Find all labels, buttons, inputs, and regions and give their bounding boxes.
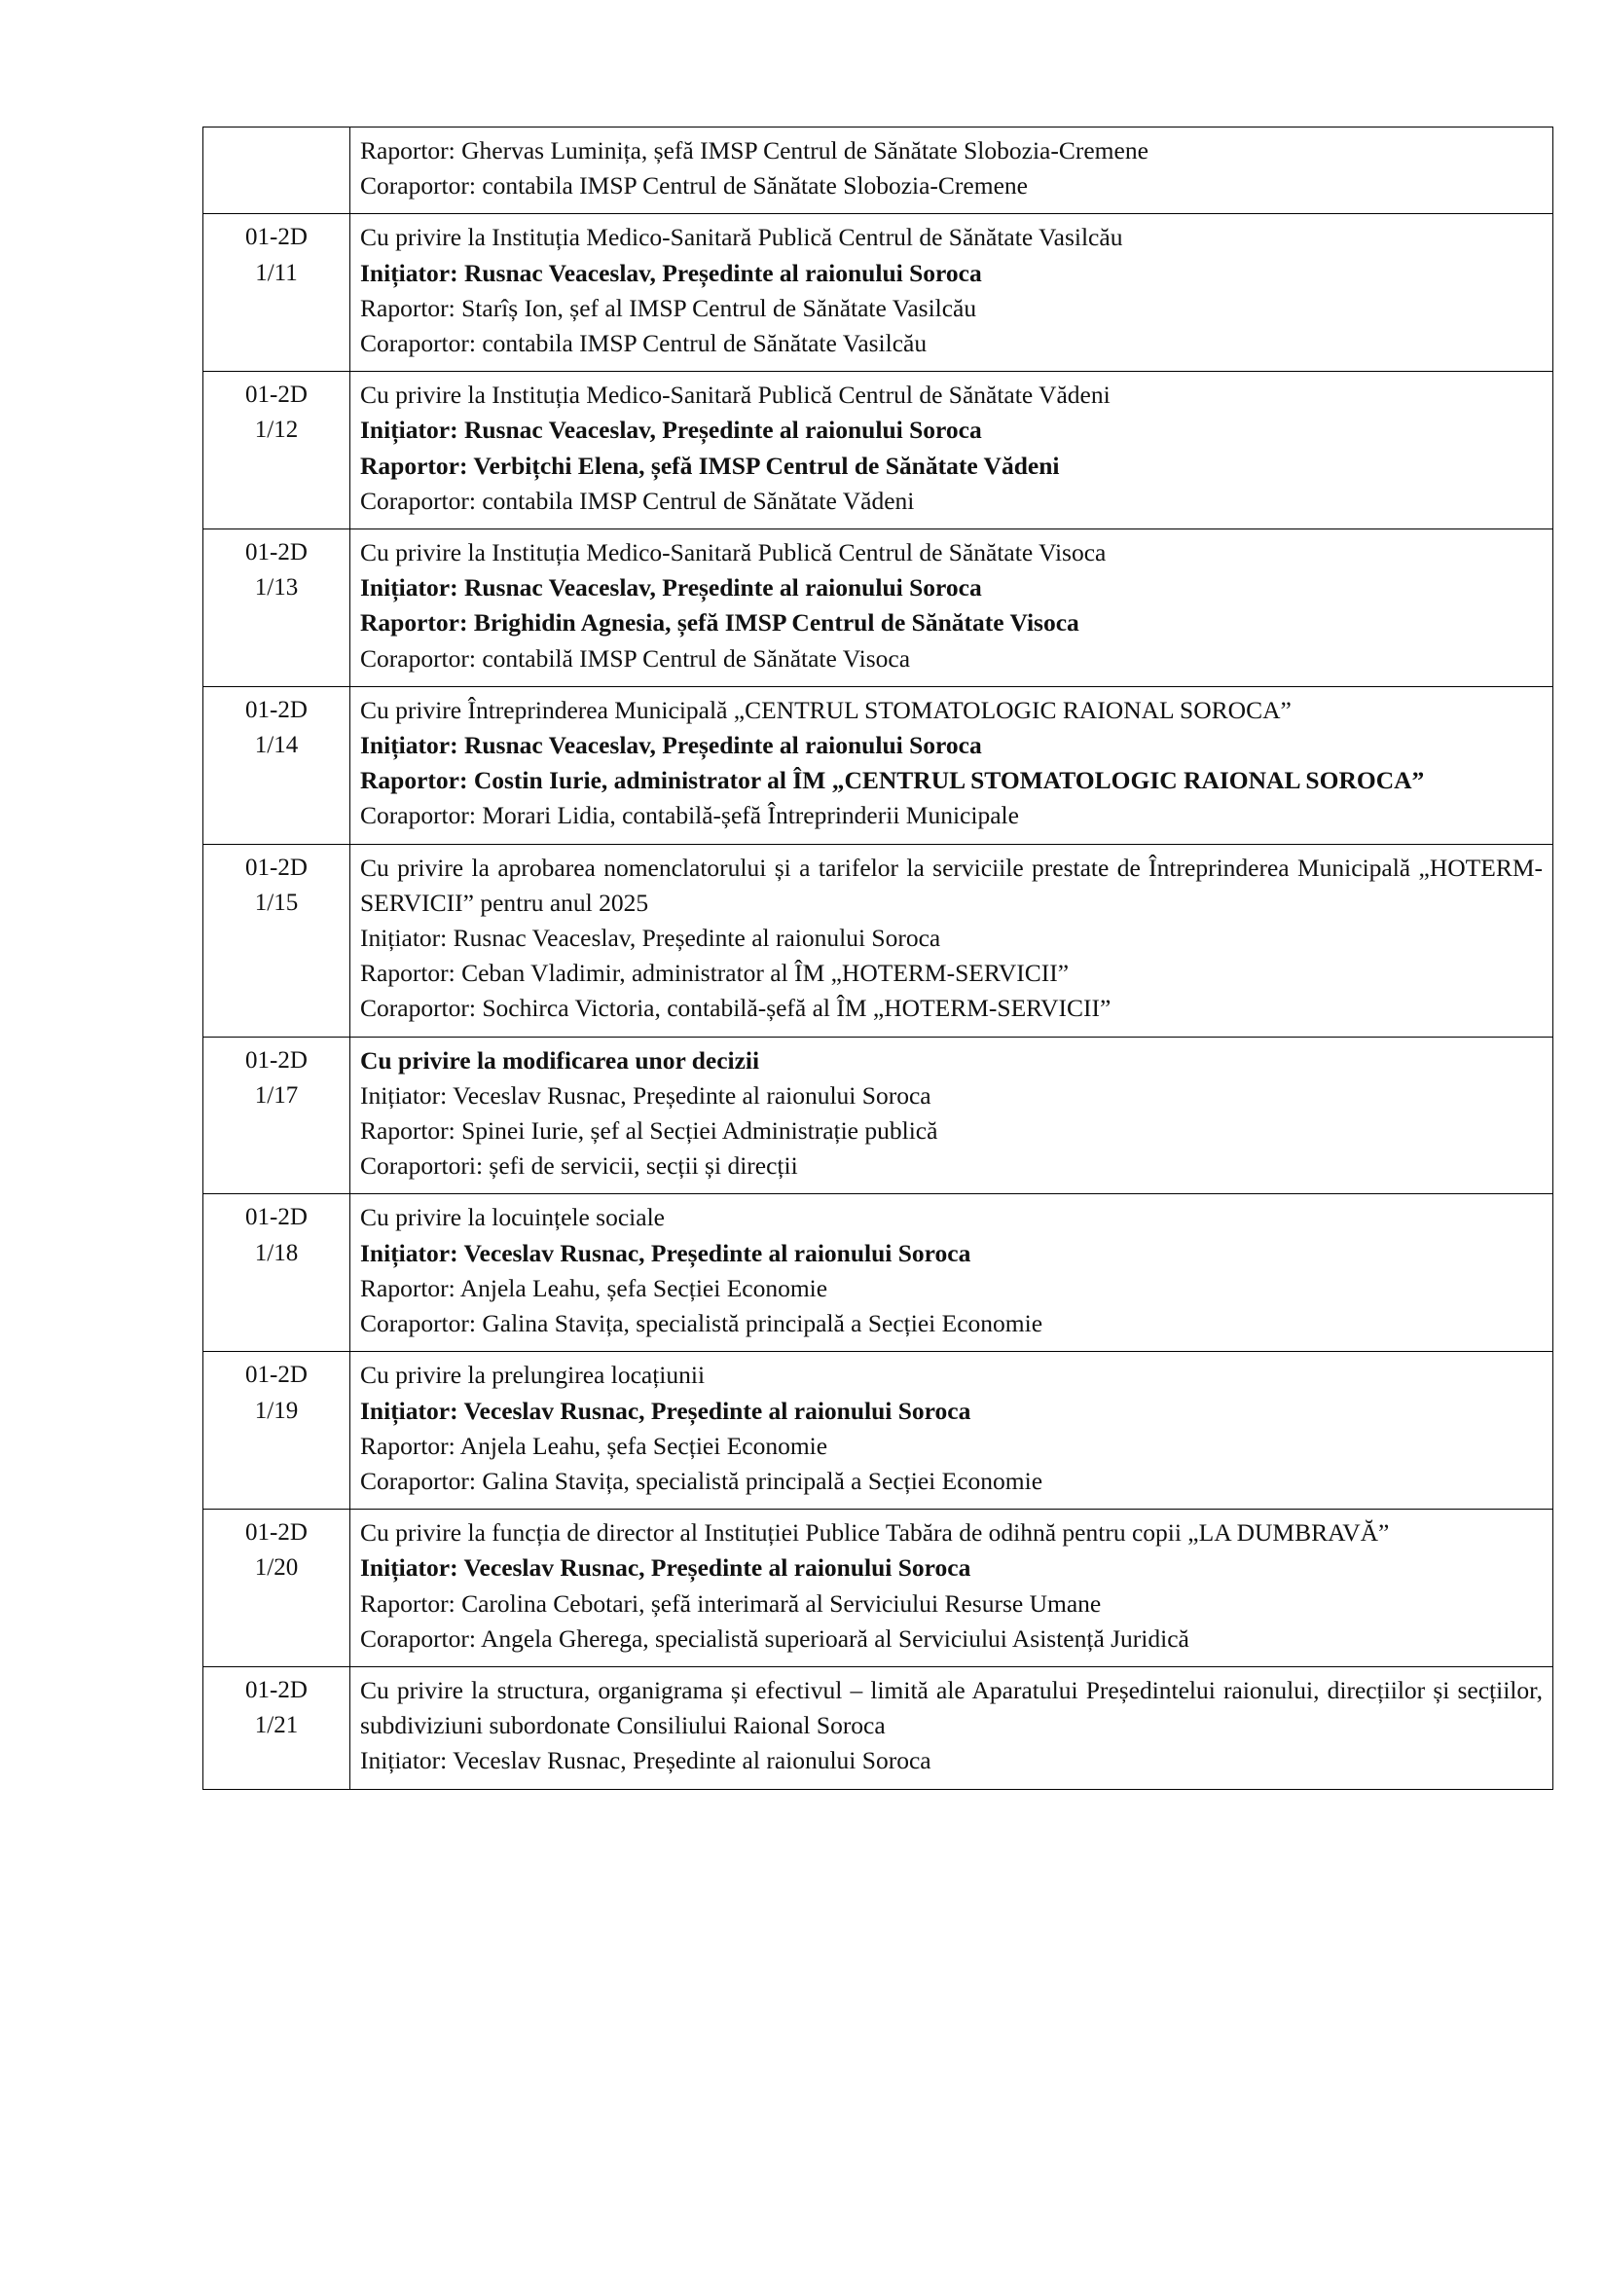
agenda-table-body xyxy=(203,128,1553,1790)
decision-code-cell xyxy=(203,1352,350,1510)
table-row xyxy=(203,214,1553,372)
agenda-item-line: Coraportor: contabila IMSP Centrul de Sănătate Vasilcău xyxy=(360,329,928,358)
agenda-item-line: Coraportor: contabilă IMSP Centrul de Sănătate Visoca xyxy=(360,643,911,673)
agenda-item-line: Inițiator: Rusnac Veaceslav, Președinte al raionului Soroca xyxy=(360,258,982,287)
agenda-item-line: Inițiator: Rusnac Veaceslav, Președinte al raionului Soroca xyxy=(360,416,982,445)
agenda-item-line: Raportor: Brighidin Agnesia, șefă IMSP Centrul de Sănătate Visoca xyxy=(360,608,1079,638)
decision-code-line: 1/21 xyxy=(254,1712,299,1739)
decision-code-cell xyxy=(203,1666,350,1789)
agenda-item-line: Raportor: Ghervas Luminița, șefă IMSP Centrul de Sănătate Slobozia-Cremene xyxy=(360,136,1148,164)
agenda-item-cell xyxy=(350,529,1553,687)
decision-code-cell xyxy=(203,1194,350,1352)
agenda-item-cell xyxy=(350,686,1553,844)
agenda-item-line: Cu privire la Instituția Medico-Sanitară Publică Centrul de Sănătate Vădeni xyxy=(360,381,1111,410)
table-row xyxy=(203,529,1553,687)
decision-code-cell xyxy=(203,214,350,372)
agenda-item-line: Raportor: Costin Iurie, administrator al ÎM „CENTRUL STOMATOLOGIC RAIONAL SOROCA” xyxy=(360,766,1425,795)
decision-code-line: 1/14 xyxy=(254,732,299,759)
agenda-item-line: Cu privire la Instituția Medico-Sanitară Publică Centrul de Sănătate Vasilcău xyxy=(360,223,1123,252)
table-row xyxy=(203,1194,1553,1352)
agenda-item-line: Coraportor: Galina Stavița, specialistă principală a Secției Economie xyxy=(360,1309,1043,1338)
decision-code-cell xyxy=(203,529,350,687)
agenda-item-cell xyxy=(350,1352,1553,1510)
agenda-item-cell xyxy=(350,844,1553,1037)
agenda-item-cell xyxy=(350,214,1553,372)
agenda-item-line: Inițiator: Veceslav Rusnac, Președinte al raionului Soroca xyxy=(360,1746,931,1775)
decision-code-line: 01-2D xyxy=(245,1519,308,1547)
agenda-table xyxy=(202,127,1553,1790)
decision-code-line: 01-2D xyxy=(245,1046,308,1074)
decision-code-line: 1/17 xyxy=(254,1081,299,1109)
decision-code-cell xyxy=(203,372,350,529)
agenda-item-line: Cu privire la locuințele sociale xyxy=(360,1203,665,1232)
agenda-item-cell xyxy=(350,1666,1553,1789)
agenda-item-cell xyxy=(350,128,1553,214)
agenda-item-cell xyxy=(350,1510,1553,1667)
agenda-item-line: Raportor: Starîș Ion, șef al IMSP Centrul de Sănătate Vasilcău xyxy=(360,293,977,322)
table-row xyxy=(203,372,1553,529)
decision-code-line: 01-2D xyxy=(245,382,308,409)
decision-code-line: 1/20 xyxy=(254,1554,299,1582)
decision-code-line: 01-2D xyxy=(245,854,308,881)
agenda-item-line: Inițiator: Veceslav Rusnac, Președinte al raionului Soroca xyxy=(360,1080,931,1110)
agenda-item-line: Coraportori: șefi de servicii, secții și direcții xyxy=(360,1151,798,1181)
table-row xyxy=(203,844,1553,1037)
decision-code-line: 01-2D xyxy=(245,1676,308,1703)
decision-code-line: 1/19 xyxy=(254,1397,299,1424)
agenda-item-line: Raportor: Verbițchi Elena, șefă IMSP Centrul de Sănătate Vădeni xyxy=(360,451,1060,480)
agenda-item-cell xyxy=(350,1037,1553,1194)
agenda-item-line: Coraportor: Galina Stavița, specialistă principală a Secției Economie xyxy=(360,1466,1043,1495)
table-row xyxy=(203,1510,1553,1667)
agenda-item-line: Coraportor: Sochirca Victoria, contabilă-șefă al ÎM „HOTERM-SERVICII” xyxy=(360,994,1112,1023)
decision-code-line: 01-2D xyxy=(245,1204,308,1231)
agenda-item-line: Cu privire la prelungirea locațiunii xyxy=(360,1361,706,1390)
decision-code-cell xyxy=(203,1510,350,1667)
agenda-item-line: Inițiator: Veceslav Rusnac, Președinte al raionului Soroca xyxy=(360,1396,971,1425)
agenda-item-line: Coraportor: contabila IMSP Centrul de Sănătate Slobozia-Cremene xyxy=(360,171,1028,200)
agenda-item-line: Coraportor: contabila IMSP Centrul de Sănătate Vădeni xyxy=(360,486,915,515)
agenda-item-line: Cu privire la structura, organigrama și efectivul – limită ale Aparatului Președintelui raionului, direcțiilor și secțiilor, subdiviziuni subordonate Consiliului Raional Soroca xyxy=(360,1675,1543,1740)
agenda-item-line: Coraportor: Angela Gherega, specialistă superioară al Serviciului Asistență Juridică xyxy=(360,1623,1189,1653)
decision-code-line: 01-2D xyxy=(245,539,308,566)
agenda-item-line: Inițiator: Rusnac Veaceslav, Președinte al raionului Soroca xyxy=(360,731,982,760)
agenda-item-line: Inițiator: Veceslav Rusnac, Președinte al raionului Soroca xyxy=(360,1238,971,1267)
table-row xyxy=(203,1352,1553,1510)
agenda-item-line: Cu privire la aprobarea nomenclatorului și a tarifelor la serviciile prestate de Întreprinderea Municipală „HOTERM-SERVICII” pentru anul 2025 xyxy=(360,853,1543,917)
table-row xyxy=(203,128,1553,214)
agenda-item-line: Cu privire Întreprinderea Municipală „CENTRUL STOMATOLOGIC RAIONAL SOROCA” xyxy=(360,695,1292,724)
decision-code-line: 01-2D xyxy=(245,1362,308,1389)
agenda-item-cell xyxy=(350,372,1553,529)
decision-code-line: 1/18 xyxy=(254,1239,299,1266)
decision-code-line: 1/12 xyxy=(254,417,299,444)
agenda-item-line: Raportor: Carolina Cebotari, șefă interimară al Serviciului Resurse Umane xyxy=(360,1588,1102,1618)
decision-code-line: 01-2D xyxy=(245,696,308,723)
decision-code-cell xyxy=(203,128,350,214)
agenda-item-line: Raportor: Ceban Vladimir, administrator al ÎM „HOTERM-SERVICII” xyxy=(360,959,1070,988)
agenda-item-line: Cu privire la Instituția Medico-Sanitară Publică Centrul de Sănătate Visoca xyxy=(360,538,1107,567)
agenda-item-line: Raportor: Spinei Iurie, șef al Secției Administrație publică xyxy=(360,1116,938,1146)
table-row xyxy=(203,1666,1553,1789)
decision-code-cell xyxy=(203,844,350,1037)
decision-code-line: 1/15 xyxy=(254,889,299,916)
decision-code-cell xyxy=(203,1037,350,1194)
table-row xyxy=(203,686,1553,844)
decision-code-cell xyxy=(203,686,350,844)
agenda-item-line: Cu privire la funcția de director al Instituției Publice Tabăra de odihnă pentru copii „LA DUMBRAVĂ” xyxy=(360,1518,1390,1548)
agenda-item-cell xyxy=(350,1194,1553,1352)
decision-code-line: 1/11 xyxy=(255,259,298,286)
agenda-item-line: Coraportor: Morari Lidia, contabilă-șefă Întreprinderii Municipale xyxy=(360,801,1019,830)
agenda-item-line: Inițiator: Veceslav Rusnac, Președinte al raionului Soroca xyxy=(360,1553,971,1583)
agenda-item-line: Raportor: Anjela Leahu, șefa Secției Economie xyxy=(360,1431,828,1460)
agenda-item-line: Raportor: Anjela Leahu, șefa Secției Economie xyxy=(360,1273,828,1302)
decision-code-line: 01-2D xyxy=(245,224,308,251)
agenda-item-line: Cu privire la modificarea unor decizii xyxy=(360,1045,760,1075)
table-row xyxy=(203,1037,1553,1194)
agenda-item-line: Inițiator: Rusnac Veaceslav, Președinte al raionului Soroca xyxy=(360,573,982,602)
decision-code-line: 1/13 xyxy=(254,574,299,601)
agenda-item-line: Inițiator: Rusnac Veaceslav, Președinte al raionului Soroca xyxy=(360,924,941,953)
